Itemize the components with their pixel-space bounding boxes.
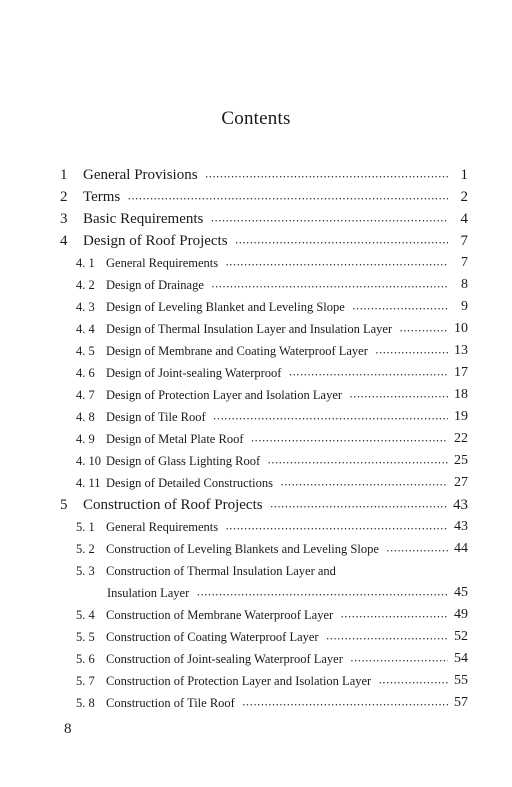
toc-entry-number: 4. 2 (76, 277, 95, 292)
toc-entry-page: 9 (461, 299, 468, 314)
toc-entry-page: 22 (454, 431, 468, 446)
toc-dot-leader (206, 171, 448, 182)
toc-entry-label: Construction of Protection Layer and Isolation Layer (106, 673, 372, 688)
toc-entry-label: Construction of Tile Roof (106, 695, 235, 710)
toc-entry-label: Design of Joint-sealing Waterproof (106, 365, 282, 380)
toc-entry-4-8[interactable] (76, 406, 468, 428)
toc-entry-number: 5. 5 (76, 629, 95, 644)
toc-dot-leader (268, 457, 448, 468)
toc-dot-leader (376, 347, 448, 358)
toc-entry-number: 1 (60, 166, 68, 183)
toc-entry-5-3-continued[interactable] (107, 582, 468, 604)
toc-entry-number: 3 (60, 210, 68, 227)
toc-entry-page: 17 (454, 365, 468, 380)
toc-entry-4-5[interactable] (76, 340, 468, 362)
toc-entry-label: Construction of Joint-sealing Waterproof Layer (106, 651, 343, 666)
toc-entry-label: Insulation Layer (107, 585, 190, 600)
toc-entry-4-2[interactable] (76, 274, 468, 296)
toc-entry-label: General Requirements (106, 519, 219, 534)
toc-entry-4-1[interactable] (76, 252, 468, 274)
toc-dot-leader (243, 699, 448, 710)
toc-entry-number: 4. 7 (76, 387, 95, 402)
toc-entry-label: General Requirements (106, 255, 219, 270)
toc-entry-5-5[interactable] (76, 626, 468, 648)
toc-entry-1[interactable] (60, 164, 468, 186)
toc-entry-number: 5. 3 (76, 563, 95, 578)
toc-dot-leader (341, 611, 448, 622)
toc-entry-page: 43 (453, 496, 468, 513)
toc-dot-leader (214, 413, 448, 424)
toc-entry-page: 13 (454, 343, 468, 358)
toc-entry-page: 7 (460, 232, 468, 249)
toc-entry-label: Terms (83, 188, 121, 205)
toc-entry-label: Design of Leveling Blanket and Leveling Slope (106, 299, 345, 314)
toc-entry-page: 2 (460, 188, 468, 205)
toc-entry-page: 1 (460, 166, 468, 183)
toc-entry-page: 55 (454, 673, 468, 688)
toc-entry-label: Basic Requirements (83, 210, 204, 227)
toc-dot-leader (400, 325, 448, 336)
toc-entry-page: 45 (454, 585, 468, 600)
toc-entry-number: 4. 10 (76, 453, 101, 468)
toc-entry-5-6[interactable] (76, 648, 468, 670)
toc-entry-number: 4 (60, 232, 68, 249)
toc-entry-number: 5. 2 (76, 541, 95, 556)
contents-title: Contents (221, 108, 291, 129)
toc-dot-leader (289, 369, 448, 380)
toc-entry-number: 2 (60, 188, 68, 205)
toc-dot-leader (128, 193, 448, 204)
toc-entry-page: 25 (454, 453, 468, 468)
toc-entry-5-4[interactable] (76, 604, 468, 626)
toc-entry-5-7[interactable] (76, 670, 468, 692)
toc-entry-5-3[interactable] (76, 560, 468, 582)
toc-entry-page: 18 (454, 387, 468, 402)
toc-dot-leader (281, 479, 448, 490)
toc-entry-4-3[interactable] (76, 296, 468, 318)
toc-dot-leader (351, 655, 448, 666)
toc-entry-number: 4. 1 (76, 255, 95, 270)
toc-entry-label: Construction of Leveling Blankets and Leveling Slope (106, 541, 379, 556)
toc-entry-number: 5. 4 (76, 607, 95, 622)
toc-entry-4-6[interactable] (76, 362, 468, 384)
toc-entry-page: 49 (454, 607, 468, 622)
toc-entry-label: Design of Thermal Insulation Layer and Insulation Layer (106, 321, 393, 336)
page-number: 8 (64, 721, 72, 737)
toc-entry-number: 4. 9 (76, 431, 95, 446)
toc-dot-leader (236, 237, 448, 248)
toc-dot-leader (211, 215, 448, 226)
toc-entry-label: Design of Roof Projects (83, 232, 228, 249)
toc-entry-4-4[interactable] (76, 318, 468, 340)
toc-entry-3[interactable] (60, 208, 468, 230)
toc-entry-number: 4. 5 (76, 343, 95, 358)
toc-entry-5[interactable] (60, 494, 468, 516)
toc-entry-label: Construction of Membrane Waterproof Layer (106, 607, 334, 622)
toc-entry-5-1[interactable] (76, 516, 468, 538)
toc-entry-number: 4. 4 (76, 321, 95, 336)
toc-entry-number: 5 (60, 496, 68, 513)
toc-entry-number: 5. 1 (76, 519, 95, 534)
toc-entry-label: Design of Drainage (106, 277, 204, 292)
toc-entry-page: 54 (454, 651, 468, 666)
toc-entry-4-11[interactable] (76, 472, 468, 494)
toc-entry-5-2[interactable] (76, 538, 468, 560)
toc-entry-number: 5. 8 (76, 695, 95, 710)
toc-entry-page: 52 (454, 629, 468, 644)
toc-entry-page: 7 (461, 255, 468, 270)
toc-entry-number: 4. 3 (76, 299, 95, 314)
toc-entry-number: 4. 8 (76, 409, 95, 424)
toc-entry-number: 5. 6 (76, 651, 95, 666)
toc-entry-page: 19 (454, 409, 468, 424)
toc-entry-4-10[interactable] (76, 450, 468, 472)
toc-entry-4[interactable] (60, 230, 468, 252)
toc-entry-page: 57 (454, 695, 468, 710)
toc-entry-label: Design of Protection Layer and Isolation Layer (106, 387, 343, 402)
toc-entry-label: Design of Metal Plate Roof (106, 431, 244, 446)
toc-dot-leader (353, 303, 448, 314)
toc-dot-leader (212, 281, 448, 292)
toc-entry-label: Design of Tile Roof (106, 409, 206, 424)
toc-entry-page: 10 (454, 321, 468, 336)
toc-entry-label: Design of Membrane and Coating Waterproof Layer (106, 343, 368, 358)
toc-dot-leader (226, 259, 448, 270)
toc-dot-leader (197, 589, 448, 600)
toc-entry-2[interactable] (60, 186, 468, 208)
toc-entry-page: 4 (460, 210, 468, 227)
toc-entry-page: 27 (454, 475, 468, 490)
toc-dot-leader (327, 633, 448, 644)
toc-dot-leader (226, 523, 448, 534)
toc-entry-4-7[interactable] (76, 384, 468, 406)
toc-entry-label: Construction of Thermal Insulation Layer and (106, 563, 336, 578)
toc-entry-label: Design of Detailed Constructions (106, 475, 273, 490)
toc-entry-page: 43 (454, 519, 468, 534)
toc-entry-number: 4. 11 (76, 475, 101, 490)
toc-entry-number: 4. 6 (76, 365, 95, 380)
toc-entry-page: 8 (461, 277, 468, 292)
toc-dot-leader (271, 501, 447, 512)
toc-entry-label: Design of Glass Lighting Roof (106, 453, 261, 468)
toc-dot-leader (350, 391, 448, 402)
toc-entry-label: General Provisions (83, 166, 198, 183)
toc-entry-label: Construction of Coating Waterproof Layer (106, 629, 319, 644)
toc-entry-5-8[interactable] (76, 692, 468, 714)
toc-dot-leader (387, 545, 448, 556)
toc-entry-label: Construction of Roof Projects (83, 496, 263, 513)
toc-entry-page: 44 (454, 541, 468, 556)
toc-entry-4-9[interactable] (76, 428, 468, 450)
toc-dot-leader (379, 677, 448, 688)
toc-dot-leader (251, 435, 448, 446)
toc-entry-number: 5. 7 (76, 673, 95, 688)
